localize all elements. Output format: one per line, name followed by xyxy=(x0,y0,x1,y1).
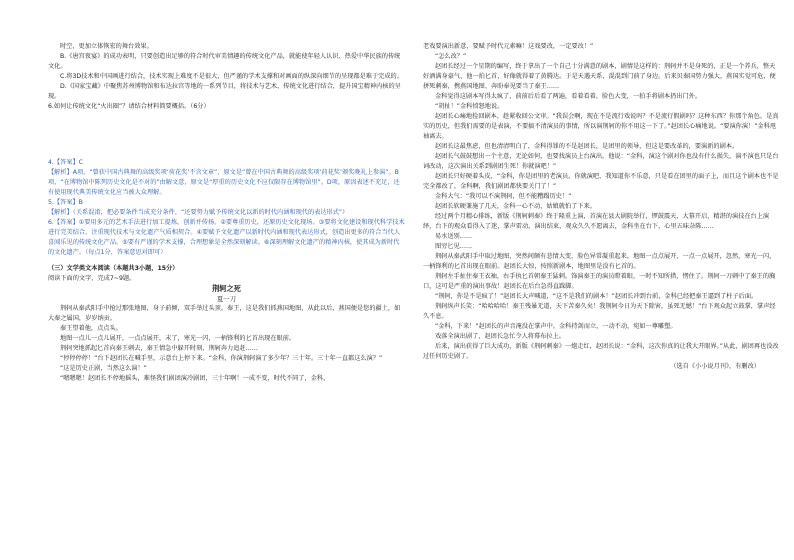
choice-c: C.将3D技术和中国画进行结合，技术实现上难度不是很大，但严谨的学术支撑和对画面的纵深向细节的呈现都是难于完成的。 xyxy=(60,73,403,80)
story-paragraph: 赵团长心痛地捡回剧本，趁紧收回公文审。“我误会啊，现在不是流行戏说吗？不是流行假剧吗？这种东西？你那个角色，是真实的历史，但我们需要的是表演，不要搞不清演员的事情，所以演荆轲的你不用这一下了。”赵团长心痛地说。“要演你演！”金科甩袖离去。 xyxy=(423,113,779,140)
story-paragraph: 荆轲从秦武阳手中取过地图，突然间颇有悲情大变，脸色异常凝重起来。地图一点点展开，一点一点展开，忽然，寒光一闪，一柄锋利的匕首出现在眼前。赵团长大惊，按照新剧本，地图里是没有匕首的。 xyxy=(423,253,776,270)
analysis-4: 【解析】A项，“曾获中国古典舞的高级奖项‘荷花奖’不含文章”，原文是“曾在中国古典舞的高级奖项‘荷花奖’颁奖晚礼上参演”。B项，“在博物馆中陈列历史文化是不对的”由解文意，原文是“厚重的历史文化不应仅限存在博物馆里”。D项，原因表述不充足，还有使用现代典美传统文化应当被大众理解。 xyxy=(48,169,400,196)
question-6: 6.如何让传统文化“火出圈”？请结合材料简要概括。（6分） xyxy=(48,103,210,110)
story-paragraph: “怎么改？” xyxy=(435,53,467,60)
choices-block xyxy=(48,42,405,112)
section-3-instruction: 阅读下面的文字，完成7~9题。 xyxy=(48,275,136,282)
story-paragraph: “胡扯！”金科愤怒地说。 xyxy=(435,103,504,110)
choice-a-tail: 时空，更加立体恢宏的舞台效果。 xyxy=(60,43,153,50)
story-paragraph: 后来，演出获得了巨大成功，新版《荆轲刺秦》一炮走红，赵团长说：“金科，这次你真的让我大开眼界。”从此，剧团再也没改过任何历史剧了。 xyxy=(423,343,779,360)
section-3-heading: （三）文学类文本阅读（本题共3小题，15分） xyxy=(48,265,179,272)
story-paragraph: 地图一点儿一点儿展开，一点点展开，末了，寒光一闪，一柄锋利的匕首出现在眼前。 xyxy=(60,335,296,342)
story-paragraph: 荆轲突地抓起匕首向秦王刺去，秦王情急中躲开时刻，荆轲奔力追赶…… xyxy=(60,345,258,352)
story-author: 夏一刀 xyxy=(216,295,237,303)
story-paragraph: “荆轲，你是不是疯了！”赵团长大声喊道，“这不是我们的剧本！”赵团长冲到台前，金科已经把秦王逼到了柱子后面。 xyxy=(435,293,758,300)
choice-d: D.《国家宝藏》中聚焦苏州博物馆和布达拉宫等地的一系列节目，将技术与艺术、传统文化进行结合，提升国宝精神内核的呈现。 xyxy=(48,83,401,100)
section-3 xyxy=(48,264,405,384)
story-paragraph: 图穷匕见…… xyxy=(435,243,473,250)
story-source: （选自《小小说月刊》，有删改） xyxy=(670,363,760,370)
story-paragraph: “停停停停！”台下赵团长在喊手里，示意台上停下来。“金科，你演荆轲演了多少年？三十年。三十年一直都这么演？” xyxy=(60,355,383,362)
story-title: 荆轲之死 xyxy=(212,284,241,293)
story-paragraph: 金科觉得这剧本写得太疯了，前前后后看了两遍，看着看着，脸色大变，一拍手将剧本扔出门外。 xyxy=(435,93,702,100)
story-paragraph: 赵团长气鼓鼓想出一个主意，无论如何，也要找演员上台演出，他说：“金科，演这个剧对你也没有什么损失，演不演也只是台词改动，这次演出关系到剧团生死！你就演吧！” xyxy=(423,153,779,170)
choice-b: B.《唐宫夜宴》的成功表明，只要创造出足够的符合时代审美情趣的传统文化产品，就能使年轻人认识、热爱中华民族的传统文化。 xyxy=(48,53,401,70)
story-paragraph: 金科大气：“我可以不演荆轲，但不能糟蹋历史！” xyxy=(435,193,572,200)
story-paragraph: 荆轲从秦武阳手中抢过那张地图，身子前倾，双手举过头顶。秦王，这是我们抓燕国地图，从此以后，燕国便是您的疆土，如大秦之属国，岁岁纳贡。 xyxy=(48,305,401,322)
story-paragraph: “金科，下来！”赵团长的声音淹没在掌声中。金科持剑而立，一动不动，宛如一尊雕塑。 xyxy=(435,323,677,330)
answer-4: 4.【答案】C xyxy=(48,159,83,166)
story-paragraph: 老戏要演出新意，要赋予时代元素嘛！这戏要改，一定要改！” xyxy=(423,43,594,50)
story-paragraph: 荆轲左手扯住秦王衣袖，右手执匕首朝秦王猛刺。饰演秦王的演员瞪着眼，一时不知所措，愣住了。荆轲一刀刺中了秦王的胸口，这可是严重的演出事故！赵团长在后台急得直跺脚。 xyxy=(423,273,776,290)
story-paragraph: 经过两个月精心排练，新版《荆轲刺秦》终于隆重上演，首演在县大剧院举行，锣鼓震天，大幕开启，精湛的演技在台上演绎，台下的观众看得入了迷，掌声雷动，演出结束，观众久久不愿离去，金科坐在台下，心里五味杂陈…… xyxy=(423,213,770,230)
answer-6: 6.【答案】①要用多元的艺术手法进行加工提炼，创新并传扬。②要尊重历史，还原历史文化现场。③要将文化建设和现代科学技术进行完美结合，注重现代技术与文化遗产气质相契合。④要赋予文化遗产以新时代内涵和现代表达形式，创造出更多的符合当代人喜闻乐见的传统文化产品。⑤要有严谨的学术支撑，合理想象是全然深刻解读。⑥深刻理解文化遗产的精神内核，使其成为新时代的文化遗产。（每点1分，答案意思对即可） xyxy=(48,219,405,256)
story-paragraph: 戏落全演出剧了，赵团长急忙令人将幕布拉上。 xyxy=(435,333,565,340)
story-paragraph: 秦王望着他，点点头。 xyxy=(60,325,122,332)
answer-5: 5.【答案】B xyxy=(48,199,83,206)
story-paragraph: 赵团长软硬兼施了几天，金科一心不动，姑娘就怕了下来。 xyxy=(435,203,596,210)
left-column xyxy=(48,42,417,560)
story-paragraph: 赵团长只好硬着头皮，“金科，你是团里的老演员，你就演吧，我知道你不乐意，只是看在团里的面子上，而且这个剧本也不是完全都改了，金科啊，我们剧团都快要关门了！” xyxy=(423,173,779,190)
analysis-5: 【解析】（关系混淆，把必要条件当成充分条件，“还要努力赋予传统文化以新的时代内涵和现代的表达形式”） xyxy=(48,209,349,216)
story-paragraph: 易水送别…… xyxy=(435,233,473,240)
story-paragraph: 赵团长这最焦虑，但也清清明白了，金科得罪的不是赵团长，是团里的领导，但这是要改革的，要演新的剧本。 xyxy=(435,143,739,150)
story-paragraph: “这是历史正剧，当然这么演！” xyxy=(60,365,147,372)
story-paragraph: 赵团长经过一个星期的编写，终于拿出了一个自己十分满意的剧本，剧情是这样的：荆轲并不是身死的，正是一个养兵，整天好酒满身豪气，他一拍匕首，好像就得着了黄腾达。于是天遇天系，混混到门前了身边。后来贝秦国势力强大，燕国实觉可危，便拼死刺秦，携燕国地图、奔盼奉见要当了秦王…… xyxy=(423,63,776,90)
story-paragraph: 荆轲纵声长笑：“哈哈哈哈！秦王残暴无道，天下苦秦久矣！我荆轲今日为天下除害，虽死无憾！”台下观众起立鼓掌，掌声经久不息。 xyxy=(423,303,776,320)
answers-block xyxy=(48,158,405,258)
right-column xyxy=(417,42,780,560)
story-paragraph: “嗯嗯嗯！赵团长不停地摇头，难怪我们剧团演冷剧团，三十年啊！一成不变，时代不同了，金科， xyxy=(60,375,330,382)
